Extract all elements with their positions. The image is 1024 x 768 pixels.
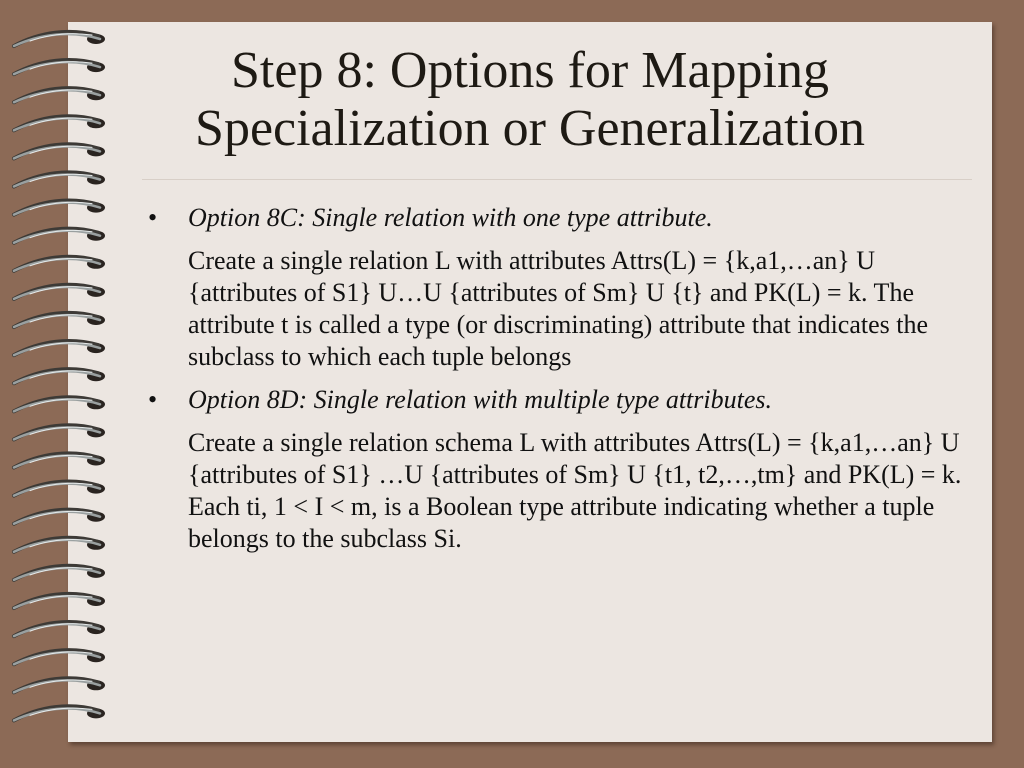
spiral-coil [14, 397, 105, 411]
spiral-coil [14, 313, 105, 327]
spiral-coil [14, 201, 105, 215]
spiral-coil [14, 594, 105, 608]
slide-body [142, 202, 974, 566]
title-divider [142, 179, 972, 180]
bullet-item-option-8d [142, 384, 974, 555]
bullet-icon: • [148, 385, 158, 414]
option-8c-title: Option 8C: Single relation with one type attribute. [188, 203, 713, 232]
spiral-coil [14, 453, 105, 467]
spiral-coil [14, 650, 105, 664]
spiral-coil [14, 538, 105, 552]
bullet-item-option-8c [142, 202, 974, 373]
spiral-coil [14, 341, 105, 355]
spiral-coil [14, 510, 105, 524]
spiral-coil [14, 369, 105, 383]
slide-title-line-2: Specialization or Generalization [195, 100, 865, 157]
option-8c-description: Create a single relation L with attributes Attrs(L) = {k,a1,…an} U {attributes of S1} U…U {attributes of Sm} U {t} and PK(L) = k. The attribute t is called a type (or discriminating) attribute that indicates the subclass to which each tuple belongs [188, 246, 929, 371]
slide-title [68, 42, 992, 158]
spiral-coil [14, 566, 105, 580]
spiral-coil [14, 706, 105, 720]
slide-title-line-1: Step 8: Options for Mapping [231, 42, 829, 99]
spiral-coil [14, 622, 105, 636]
spiral-coil [14, 257, 105, 271]
option-8d-description: Create a single relation schema L with attributes Attrs(L) = {k,a1,…an} U {attributes of S1} …U {attributes of Sm} U {t1, t2,…,tm} and PK(L) = k. Each ti, 1 < I < m, is a Boolean type attribute indicating whether a tuple belongs to the subclass Si. [188, 428, 962, 553]
spiral-coil [14, 678, 105, 692]
option-8d-title: Option 8D: Single relation with multiple type attributes. [188, 385, 772, 414]
spiral-coil [14, 172, 105, 186]
spiral-coil [14, 229, 105, 243]
bullet-icon: • [148, 203, 158, 232]
spiral-coil [14, 425, 105, 439]
spiral-coil [14, 285, 105, 299]
spiral-coil [14, 482, 105, 496]
